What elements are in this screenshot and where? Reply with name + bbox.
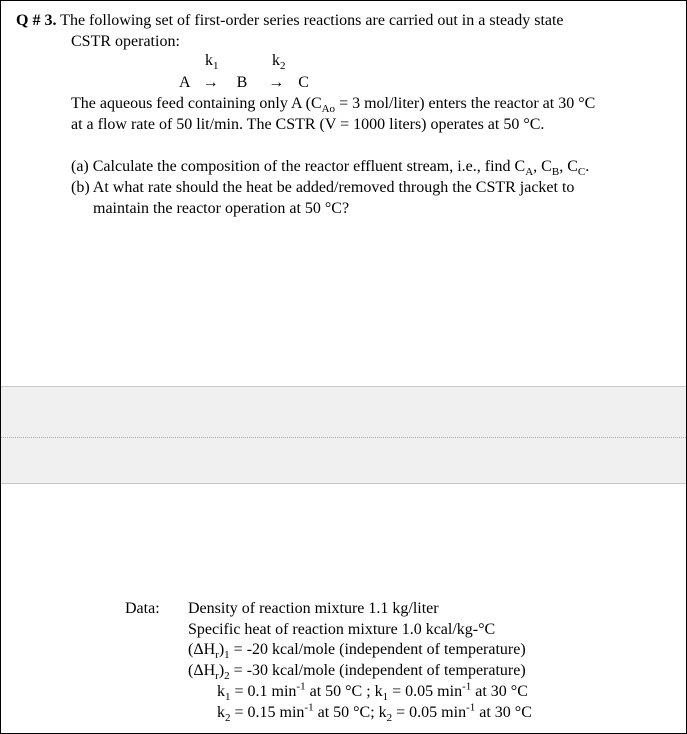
specific-heat-line: Specific heat of reaction mixture 1.0 kcal/kg-°C (188, 621, 496, 638)
question-number: Q # 3. (16, 12, 57, 29)
species-c: C (298, 74, 309, 91)
k1-values: $k_1 = 0.1$ $\min^{-1}$ at 50 °C ; $k_1 = 0.05$ $\min^{-1}$ at 30 °C (217, 680, 528, 704)
question-line-1 (16, 11, 564, 31)
question-section (1, 1, 686, 386)
reaction-scheme (179, 73, 309, 93)
part-a: (a) Calculate the composition of the reactor effluent stream, i.e., find $C_A$, $C_B$, $C_C$. (71, 158, 590, 179)
feed-line-2: at a flow rate of 50 lit/min. The CSTR (V = 1000 liters) operates at 50 °C. (71, 116, 545, 133)
feed-line-1: The aqueous feed containing only A ($C_{Ao} = 3$ mol/liter) enters the reactor at 30 °C (71, 95, 596, 116)
species-a: A (179, 74, 191, 91)
heat-of-reaction-1: $(\Delta H_r)_1 = -20$ kcal/mole (independent of temperature) (188, 641, 526, 662)
data-section (1, 484, 686, 733)
arrow-2-icon: → (268, 74, 285, 91)
k2-values: $k_2 = 0.15$ $\min^{-1}$ at 50 °C; $k_2 = 0.05$ $\min^{-1}$ at 30 °C (217, 701, 532, 725)
rate-constant-k1-label: $k_1$ (205, 52, 219, 73)
species-b: B (236, 74, 248, 91)
density-line: Density of reaction mixture 1.1 kg/liter (188, 600, 439, 617)
page-break-region (1, 386, 686, 484)
data-label: Data: (125, 600, 160, 617)
part-b-line-2: maintain the reactor operation at 50 °C? (93, 200, 350, 217)
arrow-1-icon: → (202, 74, 219, 91)
part-b-line-1: (b) At what rate should the heat be added/removed through the CSTR jacket to (71, 179, 575, 196)
question-intro: The following set of first-order series reactions are carried out in a steady state (60, 12, 564, 29)
dotted-separator (1, 437, 686, 438)
rate-constant-k2-label: $k_2$ (272, 52, 286, 73)
heat-of-reaction-2: $(\Delta H_r)_2 = -30$ kcal/mole (independent of temperature) (188, 662, 526, 683)
question-line-2: CSTR operation: (71, 33, 180, 50)
